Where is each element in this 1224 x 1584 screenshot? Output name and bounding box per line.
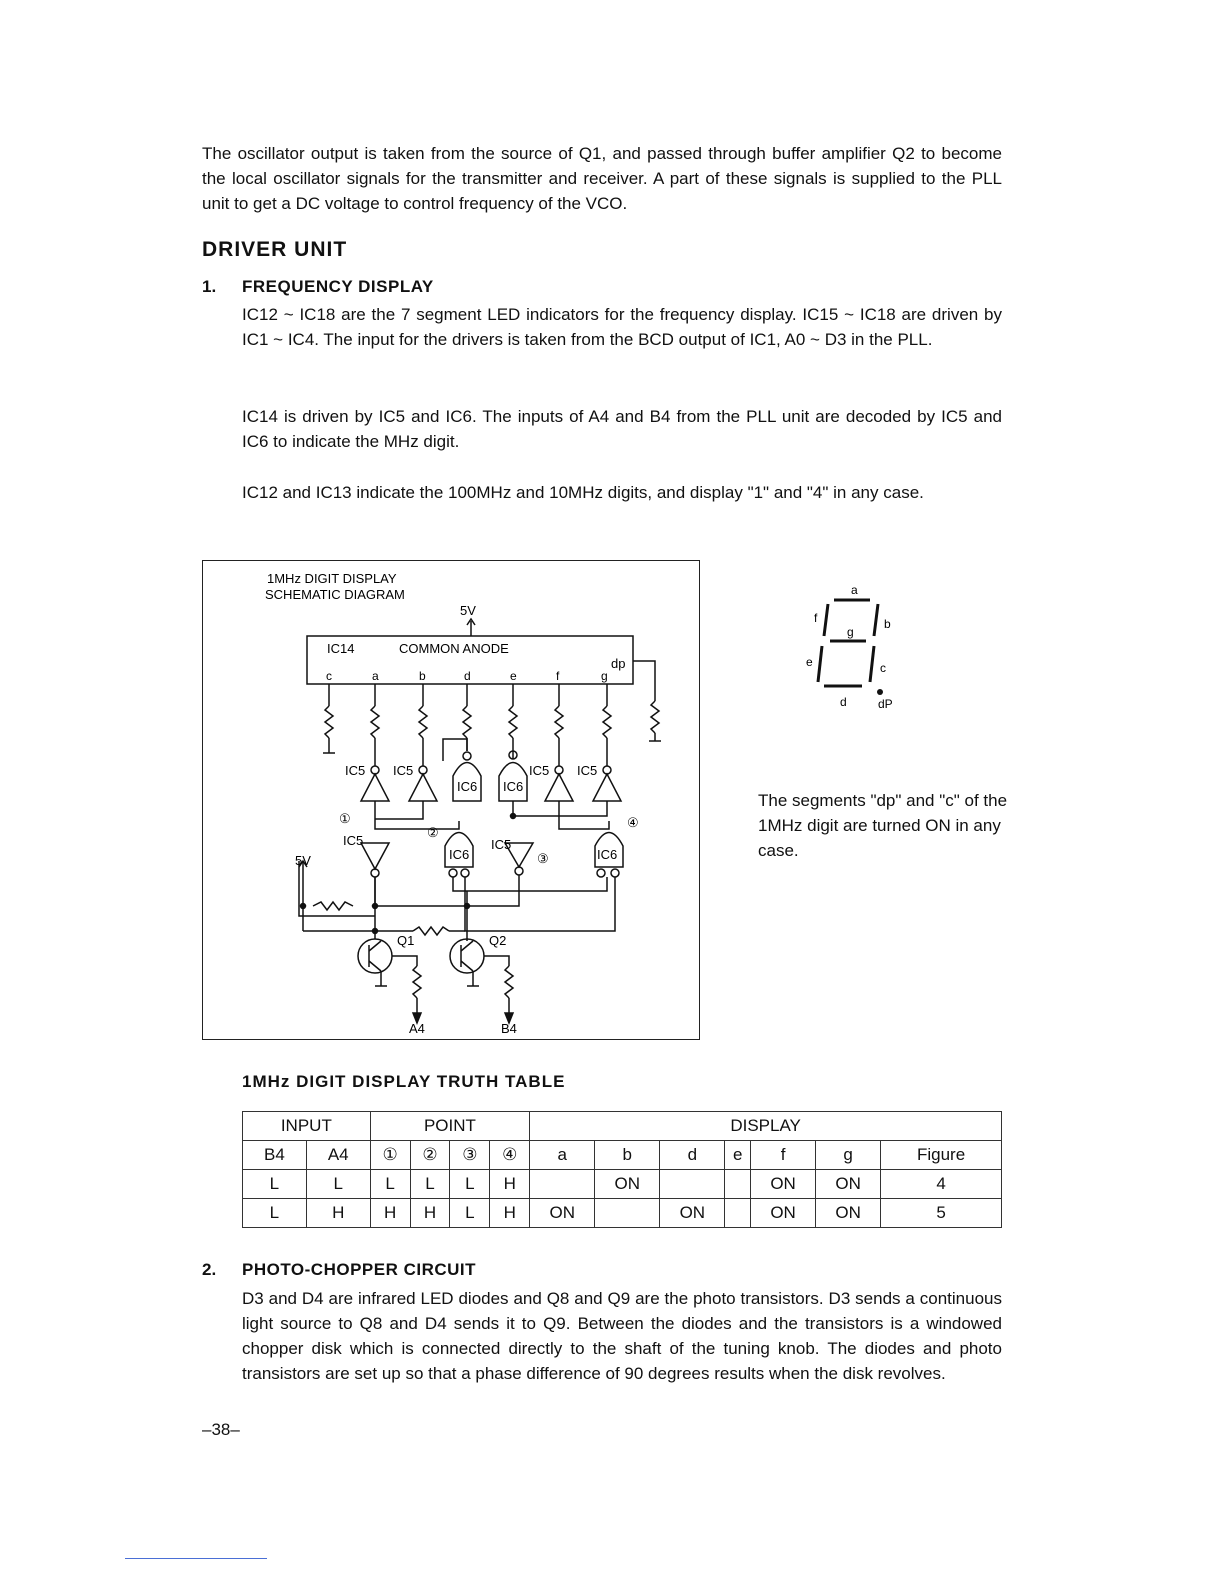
- table-cell: L: [450, 1199, 490, 1228]
- table-cell: L: [243, 1170, 307, 1199]
- ic5-label-6: IC5: [491, 837, 512, 852]
- table-cell: L: [450, 1170, 490, 1199]
- common-anode-label: COMMON ANODE: [399, 641, 509, 656]
- col-header: f: [751, 1141, 816, 1170]
- intro-paragraph: The oscillator output is taken from the source of Q1, and passed through buffer amplifier Q2 to become the local oscillator signals for the transmitter and receiver. A part of these signals is supplied to the PLL unit to get a DC voltage to control frequency of the VCO.: [202, 144, 1002, 213]
- table-cell: L: [306, 1170, 370, 1199]
- table-cell: [725, 1170, 751, 1199]
- table-cell: ON: [816, 1170, 881, 1199]
- seg-g-label: g: [847, 625, 854, 639]
- table-cell: L: [410, 1170, 450, 1199]
- table-cell: ON: [660, 1199, 725, 1228]
- pin-g-label: g: [601, 669, 608, 683]
- dp-pin-label: dp: [611, 656, 626, 671]
- point-4-label: ④: [627, 815, 639, 830]
- q1-label: Q1: [397, 933, 415, 948]
- col-header: ②: [410, 1141, 450, 1170]
- schematic-diagram: [202, 560, 700, 1040]
- table-cell: ON: [816, 1199, 881, 1228]
- sub1-paragraph-2: IC14 is driven by IC5 and IC6. The inputs of A4 and B4 from the PLL unit are decoded by IC5 and IC6 to indicate the MHz digit.: [242, 407, 1002, 451]
- sub2-heading: [202, 1260, 477, 1280]
- ic5-label-2: IC5: [393, 763, 414, 778]
- schematic-title-1: 1MHz DIGIT DISPLAY: [267, 571, 397, 586]
- truth-table-title: 1MHz DIGIT DISPLAY TRUTH TABLE: [242, 1072, 566, 1091]
- footer-rule: [125, 1558, 267, 1559]
- table-cell: [660, 1170, 725, 1199]
- seven-segment-diagram: [800, 580, 920, 710]
- sub1-paragraph-3: IC12 and IC13 indicate the 100MHz and 10MHz digits, and display "1" and "4" in any case.: [242, 483, 924, 502]
- col-header: ①: [370, 1141, 410, 1170]
- col-header: b: [595, 1141, 660, 1170]
- table-cell: ON: [530, 1199, 595, 1228]
- ic6-label-3: IC6: [449, 847, 470, 862]
- col-header: g: [816, 1141, 881, 1170]
- seg-f-label: f: [814, 611, 818, 625]
- pin-b-label: b: [419, 669, 426, 683]
- table-cell: H: [370, 1199, 410, 1228]
- seg-c-label: c: [880, 661, 886, 675]
- table-row: [243, 1199, 1002, 1228]
- pin-a-label: a: [372, 669, 379, 683]
- table-cell: ON: [751, 1199, 816, 1228]
- sub1-number: 1.: [202, 277, 217, 296]
- col-header: ③: [450, 1141, 490, 1170]
- col-header: B4: [243, 1141, 307, 1170]
- table-header-row: [243, 1141, 1002, 1170]
- sub2-paragraph: D3 and D4 are infrared LED diodes and Q8 and Q9 are the photo transistors. D3 sends a continuous light source to Q8 and D4 sends it to Q9. Between the diodes and the transistors is a windowed chopper disk which is connected directly to the shaft of the tuning knob. The diodes and photo transistors are set up so that a phase difference of 90 degrees results when the disk revolves.: [242, 1289, 1002, 1383]
- section-title: DRIVER UNIT: [202, 238, 348, 261]
- page-number: –38–: [202, 1420, 240, 1439]
- b4-label: B4: [501, 1021, 517, 1036]
- table-cell: H: [490, 1170, 530, 1199]
- segment-c: [870, 646, 874, 682]
- seg-b-label: b: [884, 617, 891, 631]
- table-row: [243, 1170, 1002, 1199]
- table-cell: H: [410, 1199, 450, 1228]
- segment-dp: [877, 689, 883, 695]
- sub1-heading: [202, 277, 434, 297]
- table-cell: 4: [881, 1170, 1002, 1199]
- sub2-title: PHOTO-CHOPPER CIRCUIT: [242, 1260, 477, 1279]
- ic6-label-2: IC6: [503, 779, 524, 794]
- table-cell: L: [243, 1199, 307, 1228]
- col-header: Figure: [881, 1141, 1002, 1170]
- pin-e-label: e: [510, 669, 517, 683]
- table-cell: 5: [881, 1199, 1002, 1228]
- ic6-label-1: IC6: [457, 779, 478, 794]
- point-2-label: ②: [427, 825, 439, 840]
- table-cell: ON: [751, 1170, 816, 1199]
- a4-label: A4: [409, 1021, 425, 1036]
- pin-c-label: c: [326, 669, 332, 683]
- q1-symbol: [358, 939, 392, 973]
- group-input: INPUT: [243, 1112, 371, 1141]
- sub1-paragraph-1: IC12 ~ IC18 are the 7 segment LED indicators for the frequency display. IC15 ~ IC18 are driven by IC1 ~ IC4. The input for the drivers is taken from the BCD output of IC1, A0 ~ D3 in the PLL.: [242, 305, 1002, 349]
- schematic-svg: [203, 561, 701, 1041]
- seg-d-label: d: [840, 695, 847, 709]
- pin-d-label: d: [464, 669, 471, 683]
- col-header: a: [530, 1141, 595, 1170]
- pin-f-label: f: [556, 669, 560, 683]
- seg-a-label: a: [851, 583, 858, 597]
- sub2-number: 2.: [202, 1260, 217, 1279]
- segment-note: The segments "dp" and "c" of the 1MHz digit are turned ON in any case.: [758, 791, 1008, 860]
- ic5-label-4: IC5: [577, 763, 598, 778]
- truth-table: [242, 1111, 1002, 1228]
- ic6-label-4: IC6: [597, 847, 618, 862]
- col-header: ④: [490, 1141, 530, 1170]
- segment-f: [824, 604, 828, 636]
- point-3-label: ③: [537, 851, 549, 866]
- col-header: e: [725, 1141, 751, 1170]
- q2-label: Q2: [489, 933, 507, 948]
- table-cell: [725, 1199, 751, 1228]
- col-header: A4: [306, 1141, 370, 1170]
- col-header: d: [660, 1141, 725, 1170]
- schematic-title-2: SCHEMATIC DIAGRAM: [265, 587, 405, 602]
- ic5-label-1: IC5: [345, 763, 366, 778]
- seg-e-label: e: [806, 655, 813, 669]
- supply-label: 5V: [460, 603, 476, 618]
- sub1-title: FREQUENCY DISPLAY: [242, 277, 434, 296]
- table-cell: H: [490, 1199, 530, 1228]
- group-point: POINT: [370, 1112, 530, 1141]
- table-cell: H: [306, 1199, 370, 1228]
- group-display: DISPLAY: [530, 1112, 1002, 1141]
- table-group-row: [243, 1112, 1002, 1141]
- supply-label-2: 5V: [295, 853, 311, 868]
- segment-e: [818, 646, 822, 682]
- table-cell: [530, 1170, 595, 1199]
- ic5-inverters: [361, 766, 621, 877]
- table-cell: [595, 1199, 660, 1228]
- q2-symbol: [450, 939, 484, 973]
- seg-dp-label: dP: [878, 697, 893, 710]
- pin-resistors: [323, 684, 611, 766]
- point-1-label: ①: [339, 811, 351, 826]
- segment-b: [874, 604, 878, 636]
- ic14-label: IC14: [327, 641, 355, 656]
- ic5-label-3: IC5: [529, 763, 550, 778]
- ic5-label-5: IC5: [343, 833, 364, 848]
- table-cell: ON: [595, 1170, 660, 1199]
- table-cell: L: [370, 1170, 410, 1199]
